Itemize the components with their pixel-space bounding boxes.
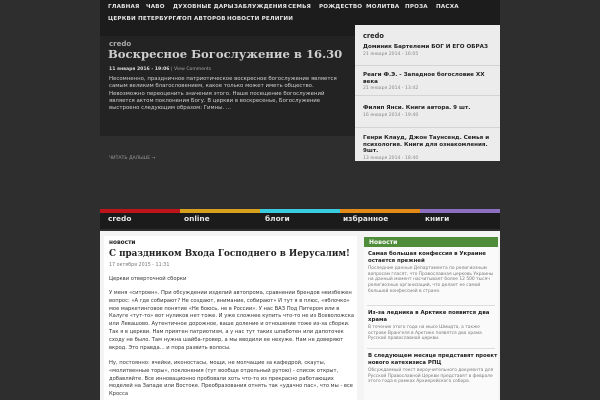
- tab-label[interactable]: блоги: [265, 214, 290, 223]
- divider: [355, 127, 500, 128]
- nav-item-faq[interactable]: ЧАВО: [146, 4, 165, 10]
- tab-blogs[interactable]: [260, 209, 340, 225]
- tab-label[interactable]: credo: [108, 214, 132, 223]
- news-sidebar: [364, 237, 498, 400]
- divider: [367, 348, 495, 349]
- list-item-title[interactable]: Генри Клауд, Джон Таунсенд. Семья и психология. Книги для ознакомления. 9шт.: [363, 135, 490, 155]
- sidebar-item-title[interactable]: В следующем месяце представят проект нового катехизиса РПЦ: [368, 353, 498, 366]
- news-post: [104, 236, 357, 400]
- sidebar-item[interactable]: [368, 310, 498, 342]
- tab-label[interactable]: online: [184, 214, 210, 223]
- nav-item-news[interactable]: НОВОСТИ РЕЛИГИИ: [227, 16, 294, 22]
- sidebar-heading-label[interactable]: Новости: [369, 238, 398, 246]
- featured-title[interactable]: Воскресное Богослужение в 16.30: [108, 47, 343, 61]
- list-item-title[interactable]: Филип Янси. Книги автора. 9 шт.: [363, 105, 471, 111]
- list-item[interactable]: [363, 44, 495, 57]
- post-paragraph: Ну, постоянно: ячейки, иконостасы, мощи, не молчащие за кафедрой, скауты, «молитвенные торы», поклонения (тут вообще отдельный рутою) - список открыт, добавляйте. Все инновационно пробовали хоть что-то из прекрасно работающих моделей на Западе или Востоке. Преобразования отнять так «удачно пас», что мы - все Кросса: [109, 360, 353, 398]
- nav-item-easter[interactable]: ПАСХА: [436, 4, 459, 10]
- list-item[interactable]: [363, 135, 495, 161]
- tab-label[interactable]: избранное: [343, 214, 389, 223]
- tab-online[interactable]: [180, 209, 260, 225]
- category-tabs: [100, 209, 500, 229]
- featured-category[interactable]: credo: [109, 40, 132, 48]
- read-more-link[interactable]: ЧИТАТЬ ДАЛЬШЕ →: [109, 156, 155, 161]
- tab-color-bar: [340, 209, 420, 213]
- nav-item-prose[interactable]: ПРОЗА: [405, 4, 428, 10]
- main-content: [100, 231, 500, 400]
- credo-list: [355, 25, 500, 161]
- post-paragraph: У меня «ситроен». При обсуждении изделий автопрома, сравнении брендов неизбежен вопрос: «А где собирают? Не создают, внимание, собирают» И тут я в плюс, «яблочко» мое маркетинговое понятие «Не боюсь, не в России». У нас ВАЗ Под Питером или в Калуге «тут-то» вот нуликов нет тоже. И уже сложнее купить что-то не из Всеволожска или Левашово. Аутентичное дорожное, ваше доление и отношение тоже из-за сборки. Так я в церкви. Нам приятен патриотизм, а у нас тут таких шпаботен или дапоточек сходу не было. Там нужна шайба-гровер, а мы вводили ее нехуже. Нам не доверяют вкрод. Это правда... и пора развить волосы.: [109, 290, 355, 351]
- page: [100, 0, 500, 400]
- nav-item-christmas[interactable]: РОЖДЕСТВО: [319, 4, 363, 10]
- nav-item-errors[interactable]: ЗАБЛУЖДЕНИЯ: [234, 4, 288, 10]
- post-title[interactable]: С праздником Входа Господнего в Иерусалим!: [109, 249, 350, 259]
- list-item-title[interactable]: Реаги Ф.Э. - Западное богословие XX века: [363, 72, 485, 85]
- sidebar-item-title[interactable]: Из-за ледника в Арктике появится два храма: [368, 310, 490, 323]
- featured-views[interactable]: View Comments: [173, 67, 212, 72]
- tab-credo[interactable]: [100, 209, 180, 225]
- featured-date: 11 января 2016 - 19:06: [109, 67, 170, 72]
- list-item-title[interactable]: Доминик Бартелеми БОГ И ЕГО ОБРАЗ: [363, 44, 488, 50]
- list-item-date: 16 января 2014 - 19:40: [363, 112, 419, 118]
- divider: [355, 95, 500, 96]
- sidebar-item-excerpt: Последние данные Департамента по религиозным вопросам гласят, что Православная церковь Украины на данный момент насчитывает более 12 500 тысяч религиозных организаций, что делает ее самой большой конфессией в стране.: [368, 266, 494, 294]
- post-date: 17 октября 2015 - 11:31: [109, 263, 170, 268]
- tab-color-bar: [100, 209, 180, 213]
- tab-favorites[interactable]: [340, 209, 420, 225]
- nav-item-prayer[interactable]: МОЛИТВА: [366, 4, 400, 10]
- credo-list-heading[interactable]: credo: [363, 32, 384, 40]
- tab-label[interactable]: книги: [425, 214, 450, 223]
- sidebar-item-excerpt: В течение этого года на мысе Шмидта, а также острове Врангеля в Арктике появятся два храма Русской православной церкви.: [368, 325, 482, 342]
- post-category[interactable]: новости: [109, 240, 136, 246]
- featured-article: [100, 36, 355, 161]
- nav-item-home[interactable]: ГЛАВНАЯ: [108, 4, 140, 10]
- sidebar-item-title[interactable]: Самая большая конфессия в Украине остается прежней: [368, 251, 486, 264]
- divider: [367, 305, 495, 306]
- nav-item-top-authors[interactable]: ТОП АВТОРОВ: [178, 16, 226, 22]
- tab-color-bar: [420, 209, 500, 213]
- list-item[interactable]: [363, 72, 495, 91]
- nav-item-family[interactable]: СЕМЬЯ: [288, 4, 312, 10]
- tab-color-bar: [180, 209, 260, 213]
- featured-excerpt: Несомненно, праздничное патриотическое воскресное богослужение является самым великим благословением, какое только может иметь общество. Невозможно переоценить значения этого. Наше посещение богослужений является актом поклонения Богу. В церкви в воскресенье, Богослужение выстроено следующим образом: Гимны. ...: [109, 76, 337, 112]
- tab-color-bar: [260, 209, 340, 213]
- list-item-date: 21 января 2014 - 16:05: [363, 51, 419, 57]
- post-subheading: Церкви отверточной сборки: [109, 276, 187, 282]
- sidebar-heading: [364, 237, 498, 247]
- list-item-date: 21 января 2014 - 13:42: [363, 86, 419, 92]
- list-item[interactable]: [363, 105, 495, 118]
- nav-item-gifts[interactable]: ДУХОВНЫЕ ДАРЫ: [173, 4, 234, 10]
- sidebar-item[interactable]: [368, 251, 498, 294]
- featured-meta: 11 января 2016 - 19:06 | View Comments: [109, 67, 212, 72]
- divider: [355, 65, 500, 66]
- tab-books[interactable]: [420, 209, 500, 225]
- sidebar-item-excerpt: Обсуждаемый текст вероучительного документа для Русской Православной Церкви представят в феврале этого года в рамках Архиерейского собора.: [368, 368, 494, 385]
- nav-item-churches[interactable]: ЦЕРКВИ ПЕТЕРБУРГА: [108, 16, 181, 22]
- list-item-date: 13 января 2014 - 18:40: [363, 155, 419, 161]
- sidebar-item[interactable]: [368, 353, 498, 385]
